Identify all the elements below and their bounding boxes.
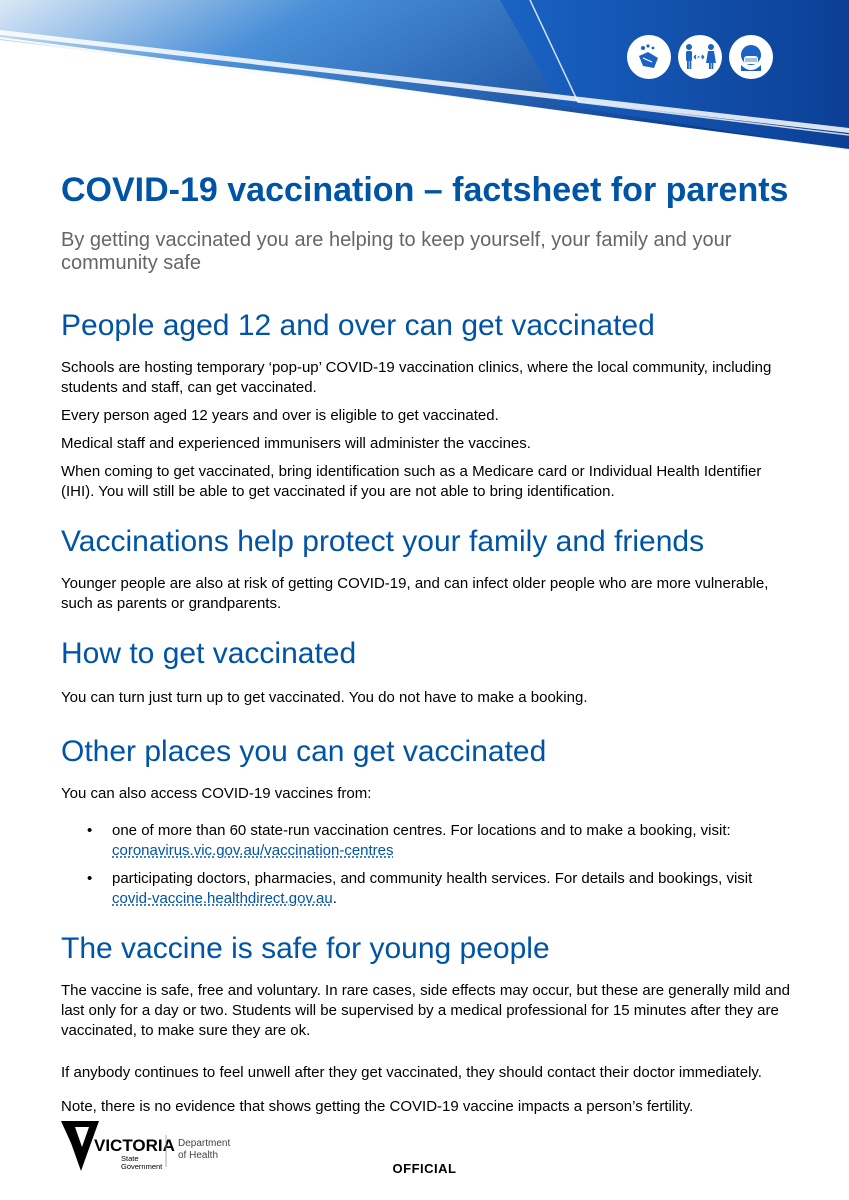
logo-sub-government: Government bbox=[121, 1162, 163, 1171]
section-safety bbox=[61, 931, 791, 1117]
list-item bbox=[87, 821, 791, 861]
list-item bbox=[87, 869, 791, 909]
logo-wordmark: VICTORIA bbox=[94, 1136, 175, 1155]
paragraph: If anybody continues to feel unwell after they get vaccinated, they should contact their doctor immediately. bbox=[61, 1064, 762, 1081]
healthdirect-link[interactable]: covid-vaccine.healthdirect.gov.au bbox=[112, 890, 333, 907]
vaccination-centres-link[interactable]: coronavirus.vic.gov.au/vaccination-centres bbox=[112, 842, 394, 859]
dept-line-1: Department bbox=[178, 1138, 231, 1149]
paragraph: You can turn just turn up to get vaccinated. You do not have to make a booking. bbox=[61, 689, 588, 706]
section-other-places bbox=[61, 734, 791, 909]
section-heading: The vaccine is safe for young people bbox=[61, 932, 550, 965]
section-eligibility bbox=[61, 308, 791, 502]
dept-line-2: of Health bbox=[178, 1150, 219, 1161]
places-list bbox=[61, 821, 791, 909]
list-item-text: participating doctors, pharmacies, and community health services. For details and bookings, visit bbox=[112, 870, 753, 887]
factsheet-content bbox=[61, 168, 791, 1117]
hand-washing-icon bbox=[627, 35, 671, 79]
header-icons bbox=[627, 35, 773, 79]
paragraph: When coming to get vaccinated, bring identification such as a Medicare card or Individual Health Identifier (IHI). You will still be able to get vaccinated if you are not able to bring identification. bbox=[61, 463, 762, 500]
paragraph: Schools are hosting temporary ‘pop-up’ COVID-19 vaccination clinics, where the local community, including students and staff, can get vaccinated. bbox=[61, 359, 772, 396]
paragraph: Every person aged 12 years and over is eligible to get vaccinated. bbox=[61, 407, 499, 424]
face-mask-icon bbox=[729, 35, 773, 79]
paragraph: Note, there is no evidence that shows getting the COVID-19 vaccine impacts a person’s fertility. bbox=[61, 1098, 694, 1115]
header-banner bbox=[0, 0, 849, 160]
page-subtitle: By getting vaccinated you are helping to keep yourself, your family and your community safe bbox=[61, 229, 732, 274]
social-distancing-icon bbox=[678, 35, 722, 79]
paragraph: You can also access COVID-19 vaccines from: bbox=[61, 785, 372, 802]
logo-sub-state: State bbox=[121, 1154, 139, 1163]
classification-label: OFFICIAL bbox=[392, 1161, 457, 1176]
bullet-icon: • bbox=[87, 822, 93, 839]
section-heading: How to get vaccinated bbox=[61, 637, 357, 670]
list-item-suffix: . bbox=[332, 890, 337, 907]
paragraph: Medical staff and experienced immunisers will administer the vaccines. bbox=[61, 435, 531, 452]
list-item-text: one of more than 60 state-run vaccination centres. For locations and to make a booking, visit: bbox=[112, 822, 731, 839]
paragraph: Younger people are also at risk of getting COVID-19, and can infect older people who are more vulnerable, such as parents or grandparents. bbox=[61, 575, 769, 612]
section-heading: People aged 12 and over can get vaccinated bbox=[61, 309, 655, 342]
section-heading: Vaccinations help protect your family and friends bbox=[61, 525, 705, 558]
section-heading: Other places you can get vaccinated bbox=[61, 735, 547, 768]
paragraph: The vaccine is safe, free and voluntary. In rare cases, side effects may occur, but these are generally mild and last only for a day or two. Students will be supervised by a medical professional for 15 minutes after they are vaccinated, to make sure they are ok. bbox=[61, 982, 790, 1039]
page-title: COVID-19 vaccination – factsheet for parents bbox=[61, 171, 789, 209]
section-how-to bbox=[61, 636, 791, 708]
bullet-icon: • bbox=[87, 870, 93, 887]
section-protect bbox=[61, 524, 791, 614]
